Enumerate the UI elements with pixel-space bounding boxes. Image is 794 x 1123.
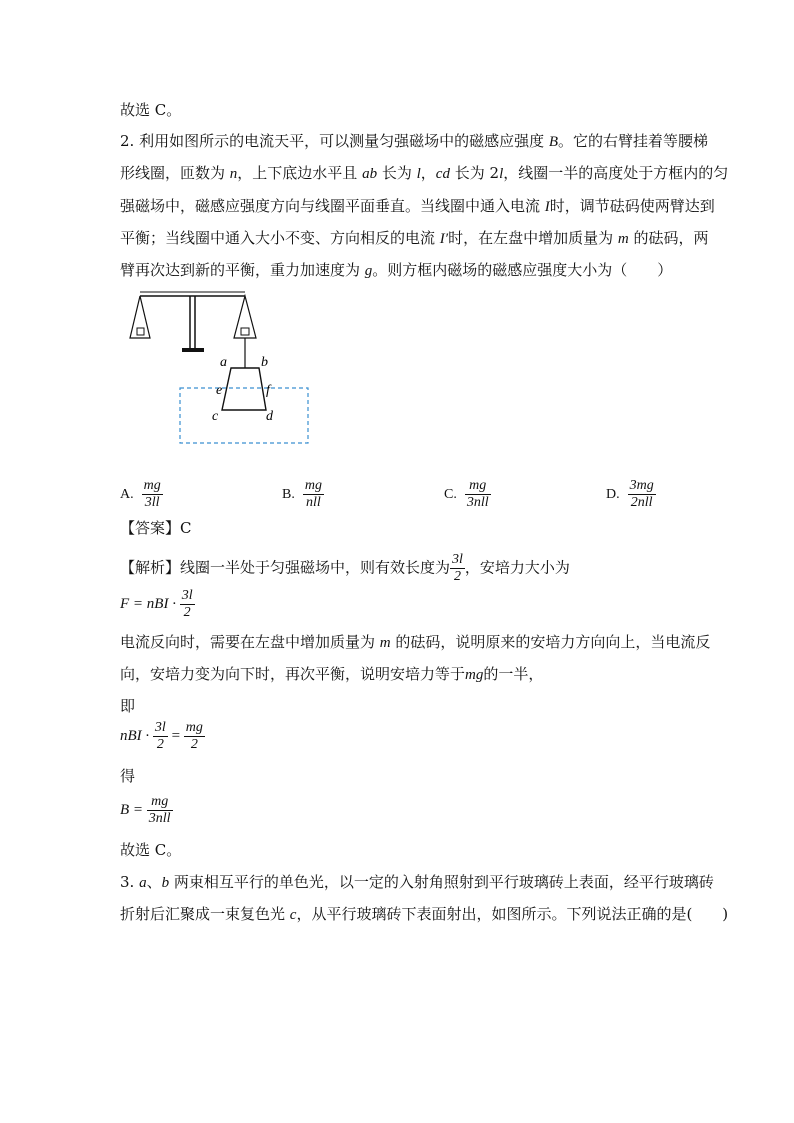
- text: 长为 2: [449, 164, 500, 182]
- var: B: [548, 134, 559, 150]
- denominator: 3nll: [148, 811, 171, 826]
- fraction: [303, 478, 324, 511]
- formula-equation: [120, 720, 205, 753]
- fraction: [184, 720, 205, 753]
- text: 2. 利用如图所示的电流天平，可以测量匀强磁场中的磁感应强度: [120, 132, 549, 150]
- text-line: [120, 632, 710, 653]
- question-3-line-1: [120, 872, 714, 893]
- var: mg: [465, 667, 484, 683]
- text-line: [120, 100, 181, 120]
- denominator: 2: [450, 568, 465, 585]
- numerator: 3l: [154, 720, 166, 735]
- var: b: [161, 875, 170, 891]
- question-2-line-4: [120, 228, 708, 249]
- label-e: e: [216, 383, 223, 398]
- text: 形线圈，匝数为: [120, 164, 230, 182]
- text: 平衡；当线圈中通入大小不变、方向相反的电流: [120, 229, 440, 247]
- option-label: D.: [606, 486, 620, 502]
- answer: 【答案】C: [120, 519, 192, 537]
- numerator: mg: [304, 478, 322, 493]
- var: I: [544, 199, 550, 215]
- option-label: C.: [444, 486, 457, 502]
- text: 向，安培力变为向下时，再次平衡，说明安培力等于: [120, 665, 466, 683]
- var: ab: [362, 166, 378, 182]
- right-pan: [234, 296, 256, 338]
- denominator: 2: [153, 736, 168, 753]
- text: 的砝码，说明原来的安培力方向向上，当电流反: [390, 633, 711, 651]
- text-line: [120, 664, 543, 685]
- label-c: c: [212, 409, 219, 424]
- text: 【解析】线圈一半处于匀强磁场中，则有效长度为: [120, 558, 451, 577]
- fraction: [142, 478, 163, 511]
- text: 故选 C。: [120, 101, 182, 119]
- denominator: 2: [184, 736, 205, 753]
- question-2-line-5: [120, 260, 672, 281]
- right-weight: [241, 328, 249, 335]
- var: cd: [435, 166, 450, 182]
- numerator: mg: [185, 720, 203, 735]
- label-f: f: [266, 383, 270, 398]
- text: ，上下底边水平且: [237, 164, 363, 182]
- text: 的砝码，两: [628, 229, 709, 247]
- text: 电流反向时，需要在左盘中增加质量为: [120, 633, 380, 651]
- text: 强磁场中，磁感应强度方向与线圈平面垂直。当线圈中通入电流: [120, 197, 545, 215]
- text: 折射后汇聚成一束复色光: [120, 905, 290, 923]
- text: 3.: [120, 873, 140, 891]
- text: 得: [120, 767, 136, 785]
- current-balance-diagram: [120, 290, 320, 450]
- var: m: [379, 635, 391, 651]
- denominator: 3ll: [142, 494, 163, 511]
- option-d[interactable]: [606, 478, 656, 511]
- label-d: d: [266, 409, 273, 424]
- question-2-line-2: [120, 163, 728, 184]
- formula-lhs: nBI ·: [120, 727, 150, 744]
- text: 。则方框内磁场的磁感应强度大小为（ ）: [372, 261, 673, 279]
- text: 的一半，: [483, 665, 544, 683]
- left-weight: [137, 328, 144, 335]
- question-3-line-2: [120, 904, 728, 925]
- fraction: [628, 478, 656, 511]
- numerator: mg: [151, 794, 169, 809]
- var: c: [289, 907, 297, 923]
- var: l: [499, 166, 504, 182]
- text: 两束相互平行的单色光，以一定的入射角照射到平行玻璃砖上表面，经平行玻璃砖: [169, 873, 714, 891]
- option-a[interactable]: [120, 478, 163, 511]
- numerator: 3l: [452, 552, 463, 567]
- option-b[interactable]: [282, 478, 324, 511]
- text: 即: [120, 697, 136, 715]
- text-line: [120, 766, 135, 786]
- numerator: 3l: [181, 588, 193, 603]
- option-label: B.: [282, 486, 295, 502]
- analysis-line: [120, 552, 570, 585]
- question-2-line-1: [120, 131, 708, 152]
- var: n: [229, 166, 238, 182]
- numerator: 3mg: [629, 478, 654, 493]
- question-2-line-3: [120, 196, 715, 217]
- text-line: [120, 840, 181, 860]
- text: 时，在左盘中增加质量为: [448, 229, 618, 247]
- text: ，从平行玻璃砖下表面射出，如图所示。下列说法正确的是( ): [296, 905, 729, 923]
- denominator: nll: [303, 494, 324, 511]
- var: I′: [439, 231, 449, 247]
- formula-b: [120, 794, 173, 827]
- balance-base: [182, 348, 204, 352]
- option-label: A.: [120, 486, 134, 502]
- text: ，线圈一半的高度处于方框内的匀: [503, 164, 729, 182]
- formula-lhs: B =: [120, 801, 144, 818]
- fraction: [180, 588, 195, 621]
- text-line: [120, 696, 135, 716]
- formula-f: [120, 588, 195, 621]
- fraction: [147, 794, 173, 827]
- denominator: 2: [180, 604, 195, 621]
- answer-line: [120, 518, 191, 538]
- magnetic-field-box: [180, 388, 308, 443]
- fraction: [465, 478, 491, 511]
- label-a: a: [220, 355, 227, 370]
- trapezoid-coil: [222, 368, 266, 410]
- text: 臂再次达到新的平衡，重力加速度为: [120, 261, 365, 279]
- equals: =: [171, 727, 181, 744]
- fraction: [153, 720, 168, 753]
- text: 时，调节砝码使两臂达到: [549, 197, 715, 215]
- formula-lhs: F = nBI ·: [120, 595, 176, 612]
- label-b: b: [261, 355, 268, 370]
- var: a: [139, 875, 147, 891]
- text: 。它的右臂挂着等腰梯: [558, 132, 709, 150]
- option-c[interactable]: [444, 478, 491, 511]
- denominator: 2nll: [628, 494, 656, 511]
- fraction: [450, 552, 465, 585]
- var: m: [617, 231, 629, 247]
- numerator: mg: [143, 478, 161, 493]
- left-pan: [130, 296, 150, 338]
- text: ，: [420, 164, 436, 182]
- text: 长为: [377, 164, 417, 182]
- text: ，安培力大小为: [464, 558, 570, 577]
- var: l: [416, 166, 421, 182]
- numerator: mg: [469, 478, 487, 493]
- denominator: 3nll: [466, 495, 489, 510]
- var: g: [364, 263, 373, 279]
- text: 故选 C。: [120, 841, 182, 859]
- text: 、: [146, 873, 162, 891]
